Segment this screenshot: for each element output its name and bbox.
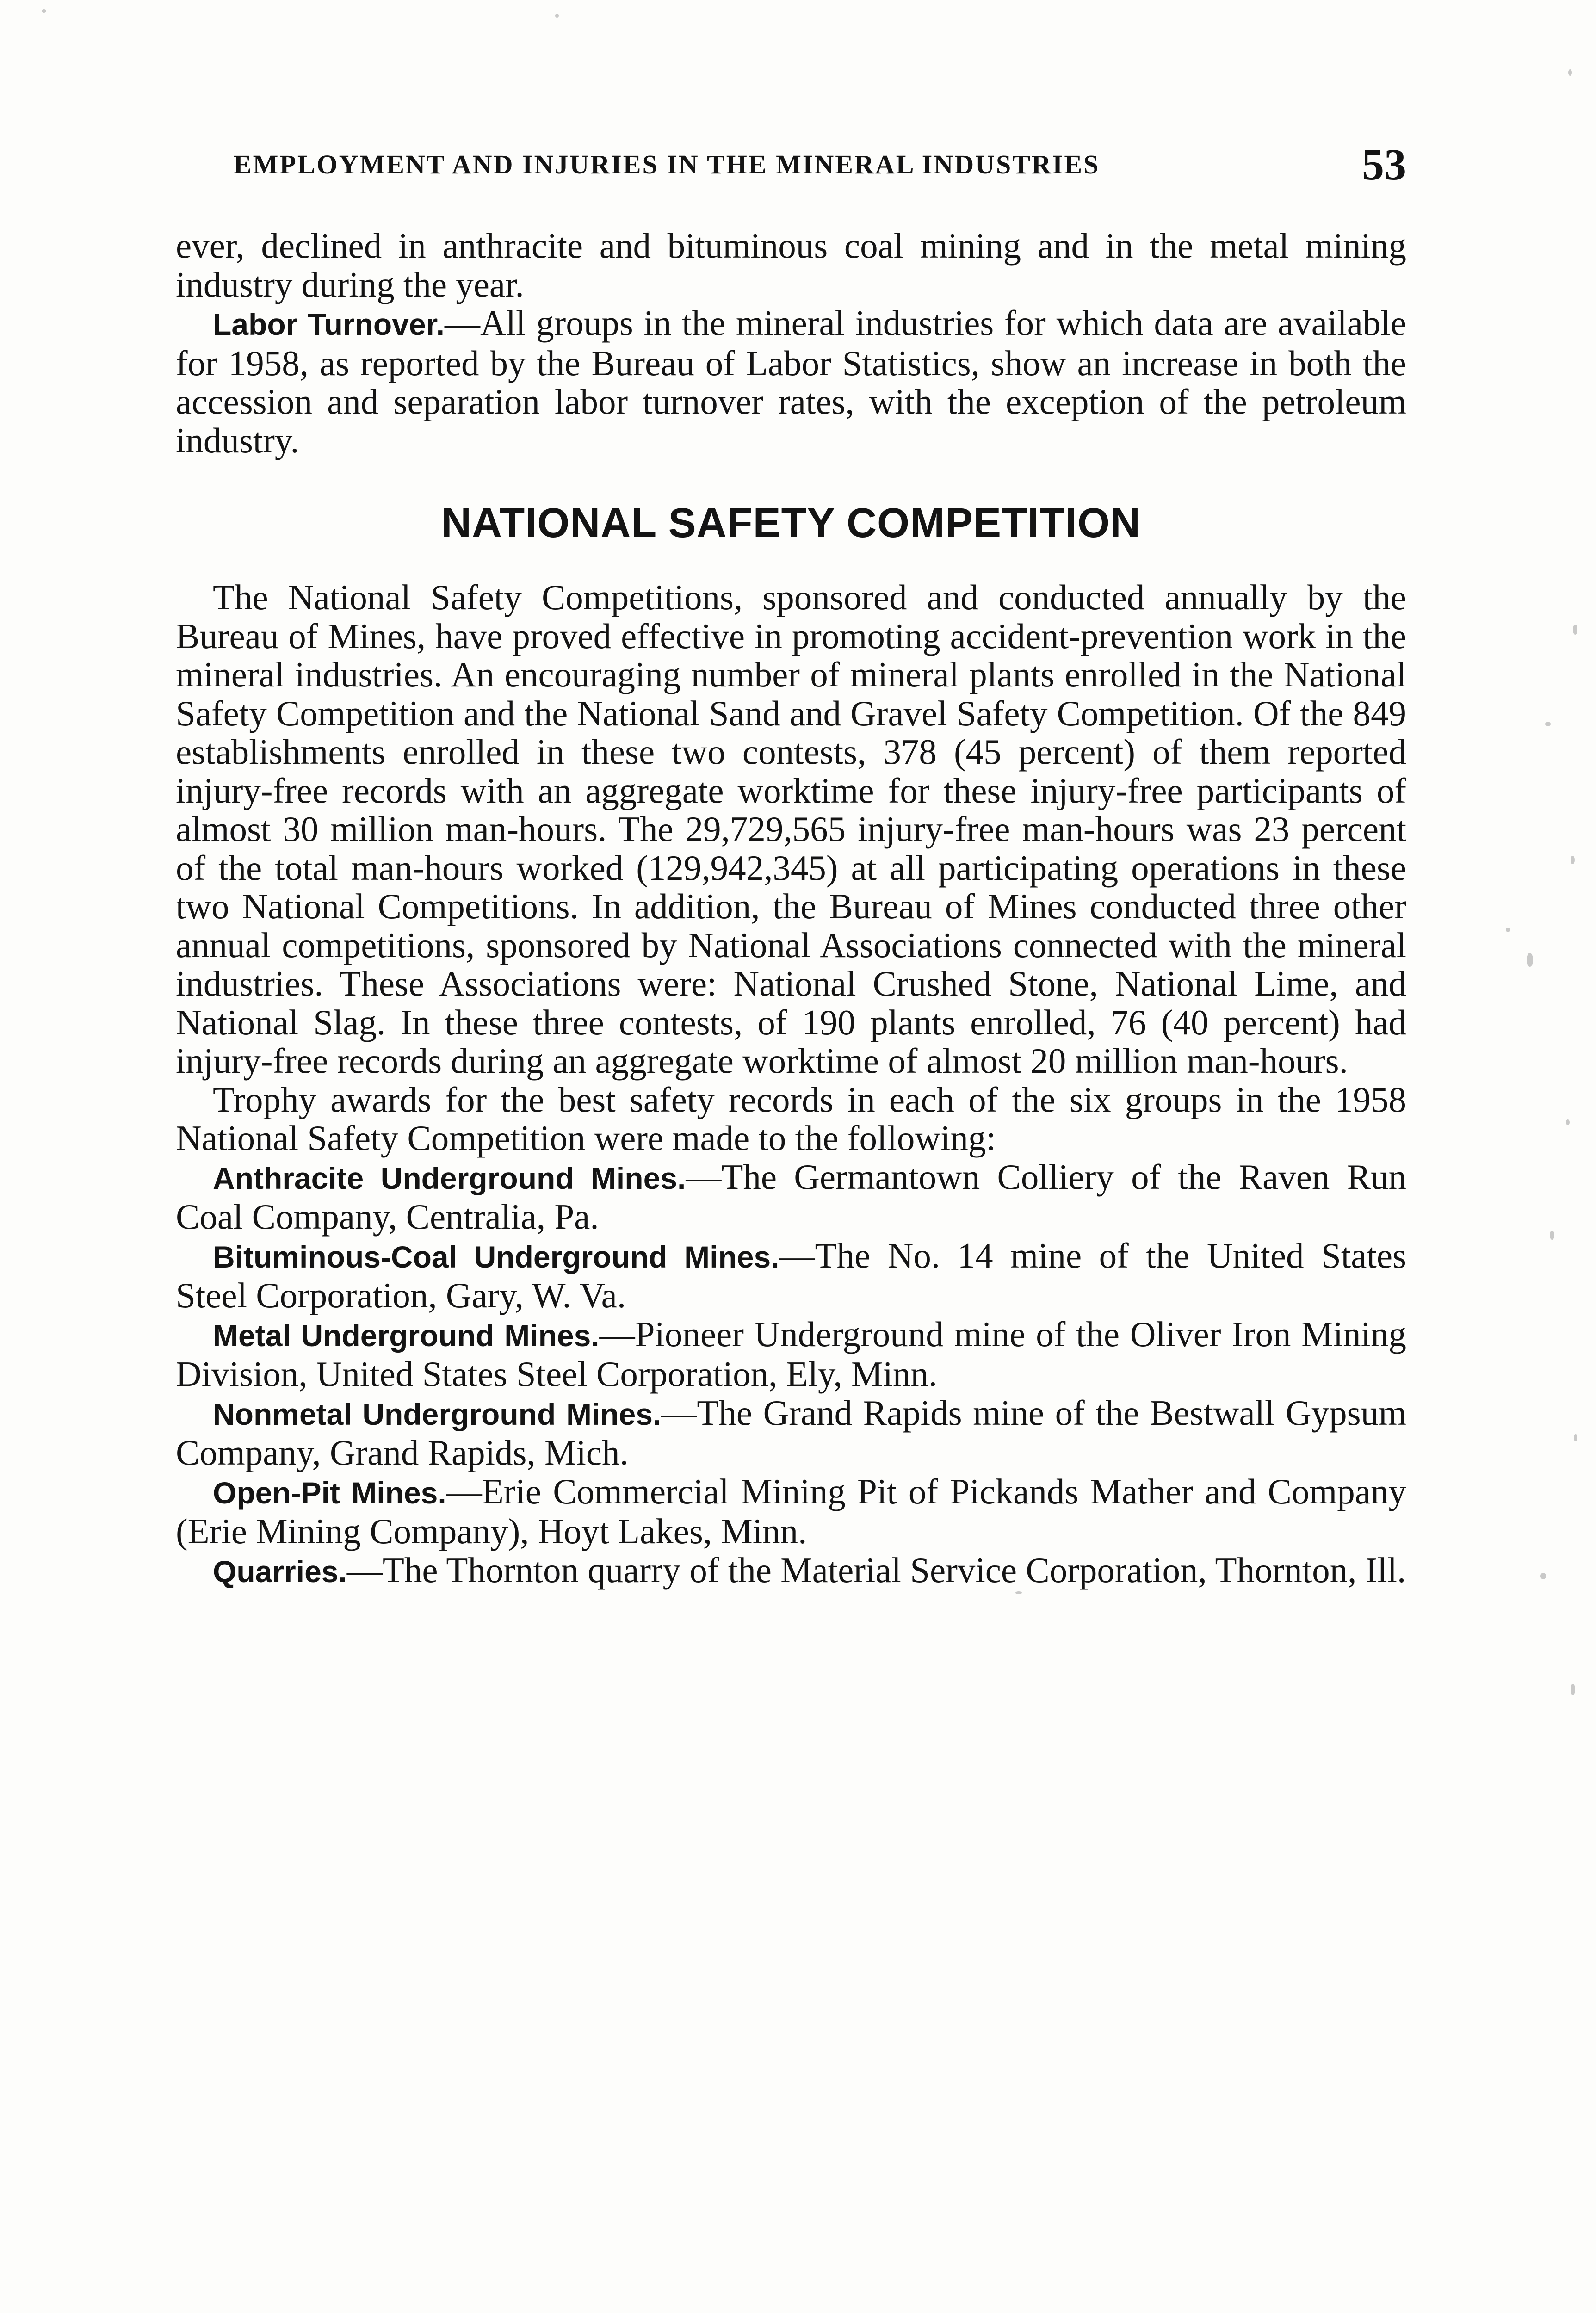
scan-speck [1574,1434,1577,1441]
award-text: —The Grand Rapids mine of the Bestwall Gypsum Company, Grand Rapids, Mich. [176,1392,1406,1472]
award-text: —Erie Commercial Mining Pit of Pickands Mather and Company (Erie Mining Company), Hoyt Lakes, Minn. [176,1471,1406,1551]
labor-turnover-paragraph [176,304,1406,460]
competition-paragraph: The National Safety Competitions, sponsored and conducted annually by the Bureau of Mines, have proved effective in promoting accident-prevention work in the mineral industries. An encouraging number of mineral plants enrolled in the National Safety Competition and the National Sand and Gravel Safety Competition. Of the 849 establishments enrolled in these two contests, 378 (45 percent) of them reported injury-free records with an aggregate worktime for these injury-free participants of almost 30 million man-hours. The 29,729,565 injury-free man-hours was 23 percent of the total man-hours worked (129,942,345) at all participating operations in these two National Competitions. In addition, the Bureau of Mines conducted three other annual competitions, sponsored by National Associations connected with the mineral industries. These Associations were: National Crushed Stone, National Lime, and National Slag. In these three contests, of 190 plants enrolled, 76 (40 percent) had injury-free records during an aggregate worktime of almost 20 million man-hours. [176,577,1406,1081]
award-label: Quarries. [213,1554,347,1589]
trophy-paragraph: Trophy awards for the best safety records in each of the six groups in the 1958 National Safety Competition were made to the following: [176,1079,1406,1158]
award-item [176,1394,1406,1472]
page-number: 53 [1362,140,1406,189]
running-title: EMPLOYMENT AND INJURIES IN THE MINERAL INDUSTRIES [234,149,1100,179]
scan-speck [1527,953,1533,967]
scan-speck [1568,69,1572,76]
section-body [176,578,1406,1591]
scan-speck [1545,722,1551,726]
award-label: Bituminous-Coal Underground Mines. [213,1239,779,1274]
intro-block [176,227,1406,460]
award-item [176,1158,1406,1237]
scan-speck [42,9,46,13]
scan-speck [1566,1119,1570,1125]
scan-speck [1540,1573,1546,1579]
running-header [176,139,1411,190]
award-item [176,1472,1406,1551]
scan-speck [1506,928,1510,932]
award-text: —The Thornton quarry of the Material Service Corporation, Thornton, Ill. [346,1550,1406,1590]
scan-speck [555,14,559,18]
award-item [176,1551,1406,1591]
award-label: Open-Pit Mines. [213,1475,446,1510]
award-item [176,1237,1406,1315]
scan-speck [1571,856,1575,864]
award-text: —Pioneer Underground mine of the Oliver Iron Mining Division, United States Steel Corporation, Ely, Minn. [176,1314,1406,1394]
labor-turnover-text: —All groups in the mineral industries for which data are available for 1958, as reported by the Bureau of Labor Statistics, show an increase in both the accession and separation labor turnover rates, with the exception of the petroleum industry. [176,303,1406,460]
scan-speck [1550,1231,1554,1240]
labor-turnover-heading: Labor Turnover. [213,307,445,341]
award-label: Metal Underground Mines. [213,1318,600,1353]
award-label: Anthracite Underground Mines. [213,1161,686,1195]
scan-speck [1573,625,1577,635]
award-text: —The Germantown Colliery of the Raven Run Coal Company, Centralia, Pa. [176,1156,1407,1237]
award-label: Nonmetal Underground Mines. [213,1397,662,1431]
award-item [176,1315,1406,1394]
scan-speck [1015,1591,1022,1594]
scan-speck [1571,1684,1575,1695]
section-heading: NATIONAL SAFETY COMPETITION [441,500,1141,546]
award-text: —The No. 14 mine of the United States Steel Corporation, Gary, W. Va. [176,1235,1406,1315]
continuation-paragraph: ever, declined in anthracite and bituminous coal mining and in the metal mining industry during the year. [176,226,1406,304]
